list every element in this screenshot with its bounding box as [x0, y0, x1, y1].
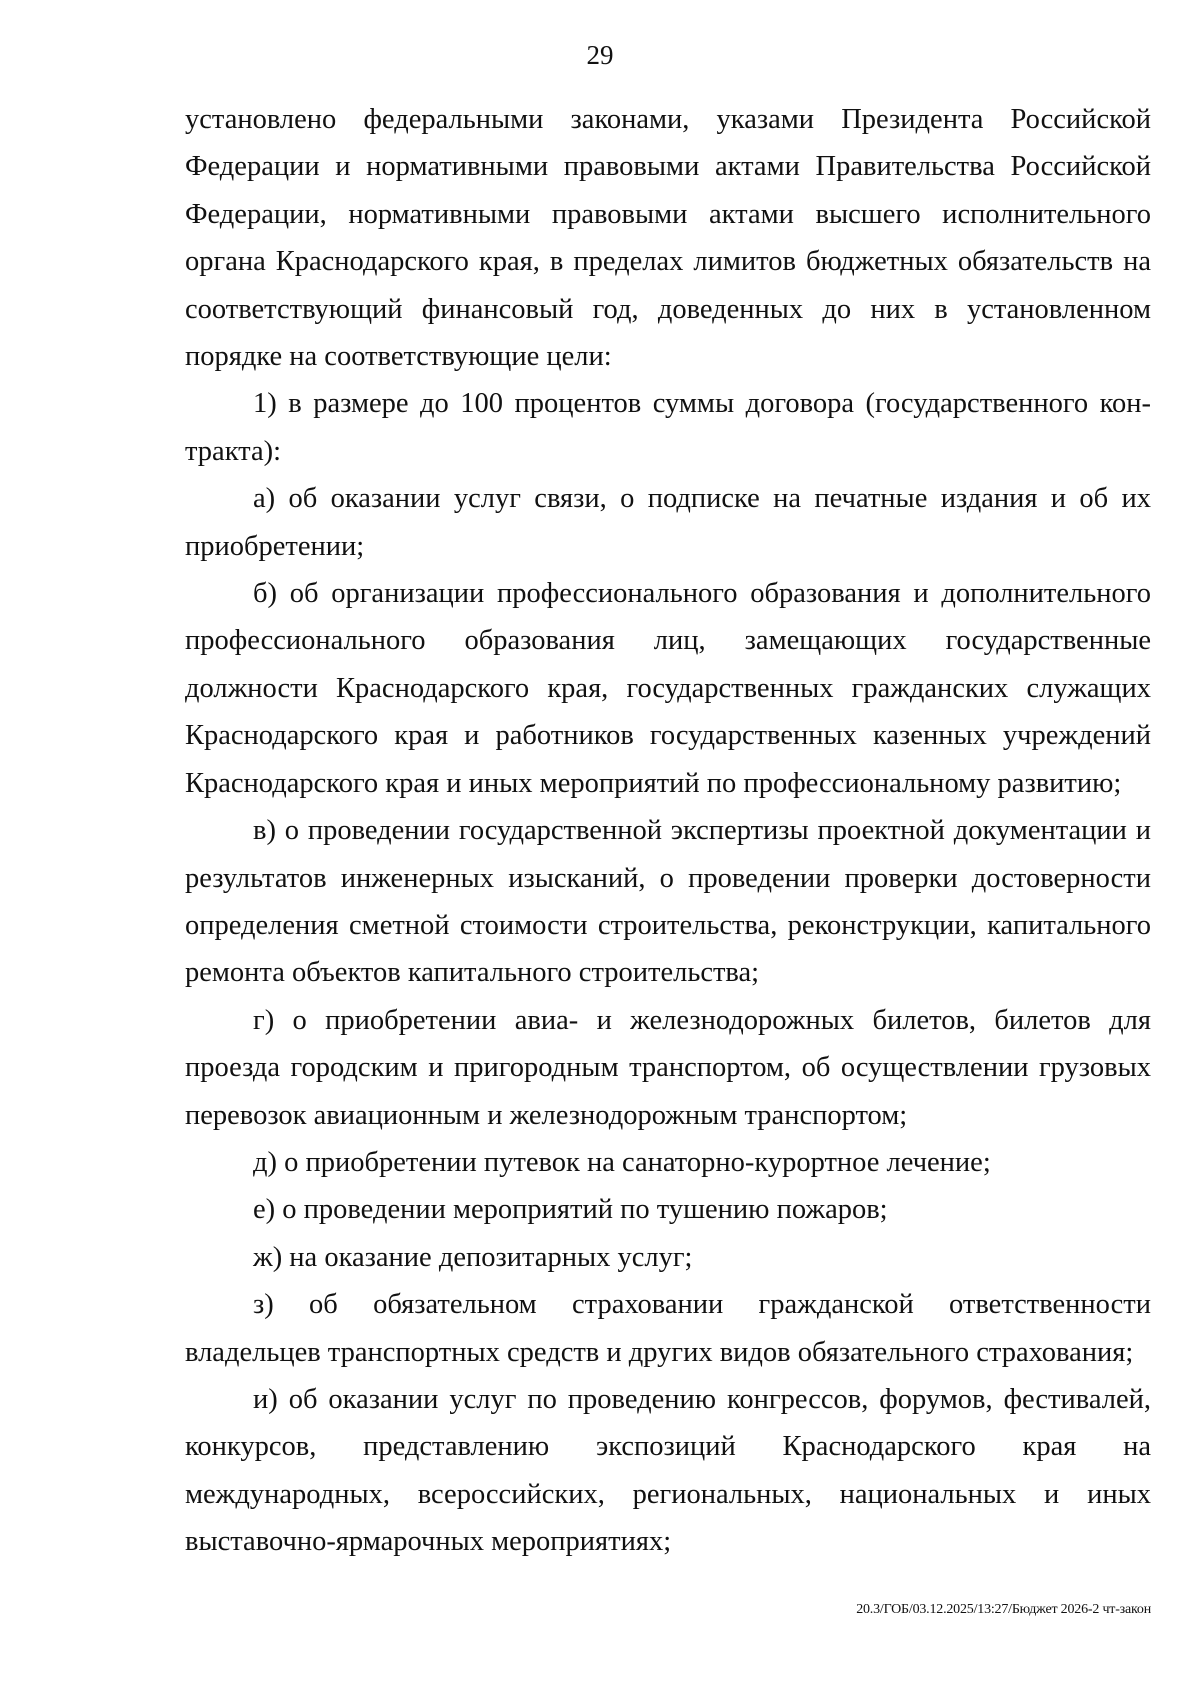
- document-body: [185, 96, 1151, 1566]
- paragraph-item-e: е) о проведении мероприятий по тушению пожаров;: [253, 1194, 888, 1226]
- footer-document-reference: 20.3/ГОБ/03.12.2025/13:27/Бюджет 2026-2 чт-закон: [856, 1602, 1151, 1617]
- paragraph-continuation: установлено федеральными законами, указами Президента Российской Федерации и нормативными правовыми актами Правительства Российской Федерации, нормативными правовыми актами высшего исполнительного органа Краснодарского края, в пределах лимитов бюджетных обязательств на соответствующий финансовый год, доведенных до них в установленном порядке на соответствующие цели:: [185, 104, 1151, 373]
- paragraph-item-g: г) о приобретении авиа- и железнодорожных билетов, билетов для проезда городским и пригородным транспортом, об осуществлении грузовых перевозок авиационным и железнодорожным транспортом;: [185, 1004, 1151, 1131]
- paragraph-item-d: д) о приобретении путевок на санаторно-курортное лечение;: [253, 1146, 991, 1178]
- paragraph-item-v: в) о проведении государственной экспертизы проектной документации и результатов инженерных изысканий, о проведении проверки достоверности определения сметной стоимости строительства, реконструкции, капитального ремонта объектов капитального строительства;: [185, 815, 1151, 989]
- paragraph-item-a: а) об оказании услуг связи, о подписке на печатные издания и об их приобретении;: [185, 483, 1151, 562]
- paragraph-item-z: з) об обязательном страховании гражданской ответственности владельцев транспортных средств и других видов обязательного страхования;: [185, 1289, 1151, 1368]
- paragraph-item-zh: ж) на оказание депозитарных услуг;: [253, 1241, 693, 1273]
- paragraph-item-b: б) об организации профессионального образования и дополнительного профессионального образования лиц, замещающих государственные должности Краснодарского края, государственных гражданских служащих Краснодарского края и работников государственных казенных учреждений Краснодарского края и иных мероприятий по профессиональному развитию;: [185, 578, 1151, 799]
- paragraph-item-1: 1) в размере до 100 процентов суммы договора (государственного контракта):: [185, 388, 1151, 467]
- page-number: 29: [586, 40, 614, 70]
- paragraph-item-i: и) об оказании услуг по проведению конгрессов, форумов, фестивалей, конкурсов, представлению экспозиций Краснодарского края на международных, всероссийских, региональных, национальных и иных выставочно-ярмарочных мероприятиях;: [185, 1383, 1151, 1558]
